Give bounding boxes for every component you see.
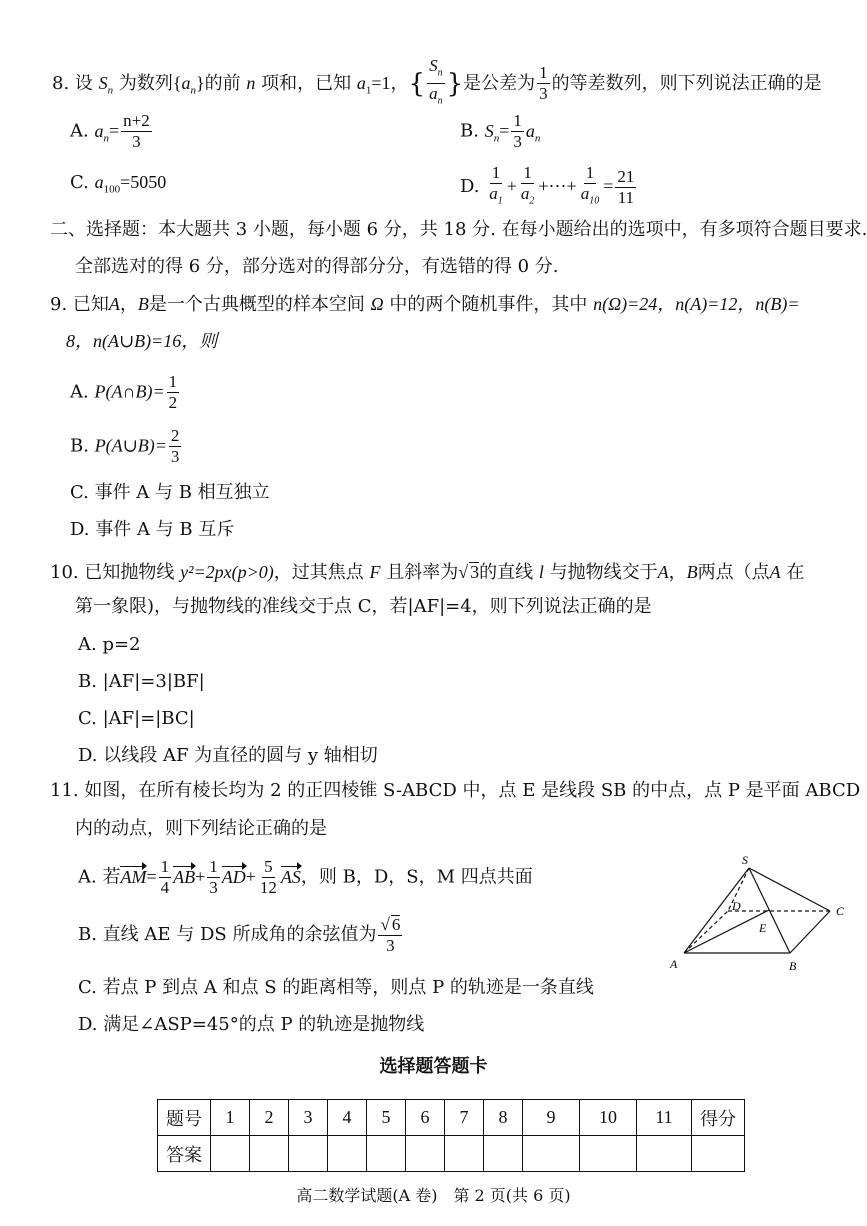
answer-cell[interactable]: [211, 1136, 250, 1172]
q9-stem-line1: 9. 已知A，B是一个古典概型的样本空间 Ω 中的两个随机事件，其中 n(Ω)=24，n(A)=12，n(B)=: [50, 294, 800, 315]
header-cell: 2: [250, 1100, 289, 1136]
label-d: D: [732, 899, 741, 913]
header-cell: 10: [580, 1100, 637, 1136]
answer-card-header-row: [158, 1100, 745, 1136]
q8-option-a: A. $a_n=$ $\frac{n+2}{3}$: [70, 111, 150, 151]
label-a: A: [670, 957, 678, 971]
answer-cell[interactable]: [406, 1136, 445, 1172]
q10-option-c: C. |AF|=|BC|: [78, 708, 195, 729]
q9-option-c: C. 事件 A 与 B 相互独立: [70, 482, 270, 503]
q9-option-a: A. P(A∩B)= $\frac{1}{2}$: [70, 372, 178, 412]
header-cell: 8: [484, 1100, 523, 1136]
pyramid-figure: [662, 848, 857, 978]
q11-stem-line2: 内的动点，则下列结论正确的是: [75, 818, 327, 839]
answer-card-table: [157, 1099, 745, 1172]
header-cell: 7: [445, 1100, 484, 1136]
header-cell: 5: [367, 1100, 406, 1136]
edge-sc: [749, 868, 830, 911]
label-e: E: [759, 921, 767, 935]
answer-cell[interactable]: [289, 1136, 328, 1172]
answer-row-label: 答案: [158, 1136, 211, 1172]
answer-cell[interactable]: [580, 1136, 637, 1172]
header-cell: 题号: [158, 1100, 211, 1136]
answer-card-title: 选择题答题卡: [379, 1056, 488, 1077]
edge-ad: [684, 911, 728, 953]
q9-stem-line2: 8，n(A∪B)=16，则: [66, 331, 218, 351]
q11-option-c: C. 若点 P 到点 A 和点 S 的距离相等，则点 P 的轨迹是一条直线: [78, 977, 594, 998]
answer-cell[interactable]: [523, 1136, 580, 1172]
q8-stem: 8. 设 $S_n$ 为数列$\{a_n\}$的前 n 项和，已知 $a_1=1$，{ $\frac{S_n}{a_n}$ }是公差为 $\frac{1}{3}$ 的等差数列，则下列说法正确的是: [52, 56, 822, 107]
q11-option-b: B. 直线 AE 与 DS 所成角的余弦值为 $\frac{√ 6}{3}$: [78, 915, 401, 955]
q8-option-c: C. $a_{100}=5050$: [70, 172, 167, 196]
answer-cell[interactable]: [445, 1136, 484, 1172]
edge-sb: [749, 868, 790, 953]
q8-option-b: B. $S_n=$ $\frac{1}{3}$ $a_n$: [460, 111, 541, 151]
edge-bc: [790, 911, 830, 953]
section-2-rules: 全部选对的得 6 分，部分选对的得部分分，有选错的得 0 分.: [75, 256, 559, 277]
label-b: B: [789, 959, 797, 973]
q11-option-d: D. 满足∠ASP=45°的点 P 的轨迹是抛物线: [78, 1014, 425, 1035]
answer-cell[interactable]: [484, 1136, 523, 1172]
q10-stem-line2: 第一象限)，与抛物线的准线交于点 C，若|AF|=4，则下列说法正确的是: [75, 596, 652, 617]
q10-option-b: B. |AF|=3|BF|: [78, 671, 205, 692]
label-c: C: [836, 904, 845, 918]
header-cell: 1: [211, 1100, 250, 1136]
answer-cell[interactable]: [367, 1136, 406, 1172]
answer-cell[interactable]: [637, 1136, 692, 1172]
header-cell: 4: [328, 1100, 367, 1136]
answer-cell[interactable]: [250, 1136, 289, 1172]
header-cell: 3: [289, 1100, 328, 1136]
header-cell: 9: [523, 1100, 580, 1136]
q8-option-d: D. $\frac{1}{a_1}$ + $\frac{1}{a_2}$ +⋯+ $\frac{1}{a_{10}}$ = $\frac{21}{11}$: [460, 163, 635, 207]
answer-card-answer-row: [158, 1136, 745, 1172]
header-cell: 得分: [692, 1100, 745, 1136]
q11-stem-line1: 11. 如图，在所有棱长均为 2 的正四棱锥 S-ABCD 中，点 E 是线段 SB 的中点，点 P 是平面 ABCD: [50, 780, 861, 801]
section-2-heading: 二、选择题：本大题共 3 小题，每小题 6 分，共 18 分. 在每小题给出的选项中，有多项符合题目要求.: [50, 219, 867, 240]
segment-ae: [684, 910, 769, 953]
q10-option-d: D. 以线段 AF 为直径的圆与 y 轴相切: [78, 745, 378, 766]
q9-option-d: D. 事件 A 与 B 互斥: [70, 519, 235, 540]
page-footer: 高二数学试题(A 卷) 第 2 页(共 6 页): [296, 1186, 571, 1205]
q9-option-b: B. P(A∪B)= $\frac{2}{3}$: [70, 426, 180, 466]
q11-option-a: A. 若AM= $\frac{1}{4}$ AB+ $\frac{1}{3}$ AD+ $\frac{5}{12}$ AS，则 B，D，S，M 四点共面: [78, 857, 533, 897]
label-s: S: [742, 853, 748, 867]
header-cell: 6: [406, 1100, 445, 1136]
answer-cell[interactable]: [328, 1136, 367, 1172]
q10-option-a: A. p=2: [78, 634, 141, 655]
header-cell: 11: [637, 1100, 692, 1136]
score-cell[interactable]: [692, 1136, 745, 1172]
q10-stem-line1: 10. 已知抛物线 y²=2px(p>0)，过其焦点 F 且斜率为√ 3的直线 l 与抛物线交于A，B两点（点A 在: [50, 562, 805, 583]
